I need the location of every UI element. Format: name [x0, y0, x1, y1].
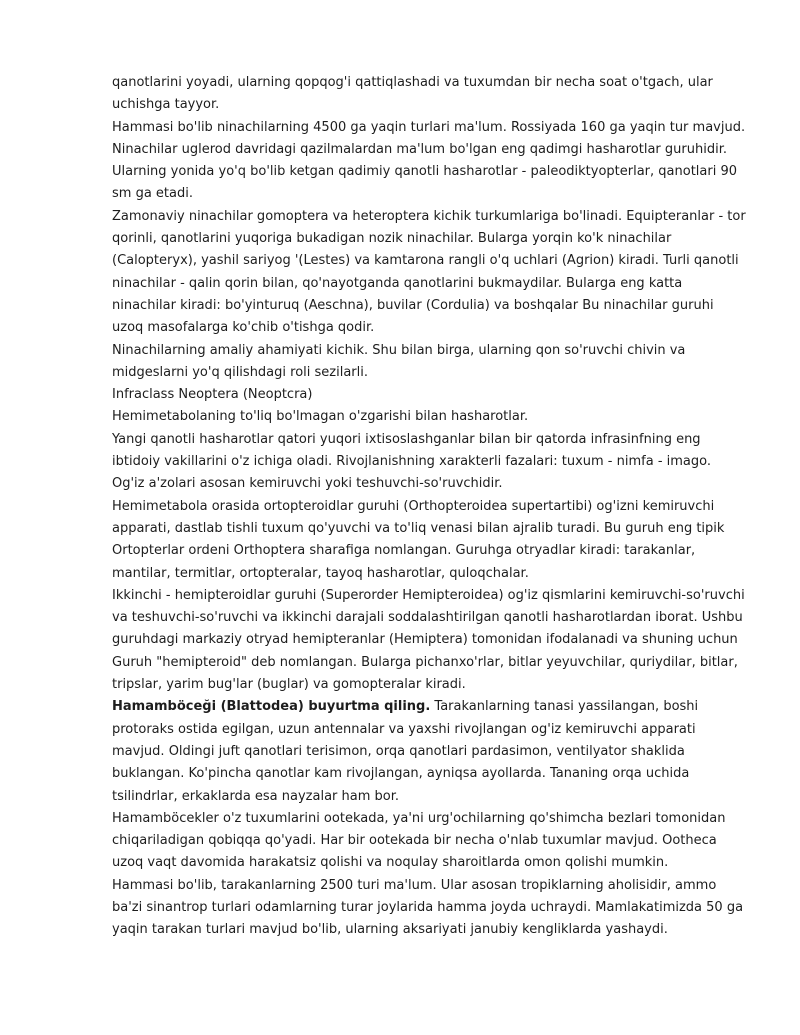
section-heading: Infraclass Neoptera (Neoptcra)	[112, 387, 313, 403]
paragraph: qanotlarini yoyadi, ularning qopqog'i qattiqlashadi va tuxumdan bir necha soat o'tgach, ular uchishga tayyor.	[112, 75, 713, 113]
order-heading: Hamamböceği (Blattodea) buyurtma qiling.	[112, 699, 431, 715]
paragraph: Hammasi bo'lib, tarakanlarning 2500 turi ma'lum. Ular asosan tropiklarning aholisidir, ammo ba'zi sinantrop turlari odamlarning turar joylarida hamma joyda uchraydi. Mamlakatimizda 50 ga yaqin tarakan turlari mavjud bo'lib, ularning aksariyati janubiy kengliklarda yashaydi.	[112, 877, 744, 938]
document-page	[112, 72, 746, 942]
paragraph: Ninachilarning amaliy ahamiyati kichik. Shu bilan birga, ularning qon so'ruvchi chivin va midgeslarni yo'q qilishdagi roli sezilarli.	[112, 342, 686, 380]
paragraph: Ularning yonida yo'q bo'lib ketgan qadimiy qanotli hasharotlar - paleodiktyopterlar, qanotlari 90 sm ga etadi.	[112, 164, 738, 202]
paragraph: Yangi qanotli hasharotlar qatori yuqori ixtisoslashganlar bilan bir qatorda infrasinfning eng ibtidoiy vakillarini o'z ichiga oladi. Rivojlanishning xarakterli fazalari: tuxum - nimfa - imago. Og'iz a'zolari asosan kemiruvchi yoki teshuvchi-so'ruvchidir.	[112, 431, 711, 492]
paragraph: Hammasi bo'lib ninachilarning 4500 ga yaqin turlari ma'lum. Rossiyada 160 ga yaqin tur mavjud.	[112, 119, 746, 135]
paragraph: Hamamböcekler o'z tuxumlarini ootekada, ya'ni urg'ochilarning qo'shimcha bezlari tomonidan chiqariladigan qobiqqa qo'yadi. Har bir ootekada bir necha o'nlab tuxumlar mavjud. Ootheca uzoq vaqt davomida harakatsiz qolishi va noqulay sharoitlarda omon qolishi mumkin.	[112, 810, 726, 871]
paragraph-text: Tarakanlarning tanasi yassilangan, boshi protoraks ostida egilgan, uzun antennalar va yaxshi rivojlangan og'iz kemiruvchi apparati mavjud. Oldingi juft qanotlari terisimon, orqa qanotlari pardasimon, ventilyator shaklida buklangan. Ko'pincha qanotlar kam rivojlangan, ayniqsa ayollarda. Tananing orqa uchida tsilindrlar, erkaklarda esa nayzalar ham bor.	[112, 699, 699, 804]
paragraph: Hemimetabolaning to'liq bo'lmagan o'zgarishi bilan hasharotlar.	[112, 409, 529, 425]
paragraph: Ikkinchi - hemipteroidlar guruhi (Superorder Hemipteroidea) og'iz qismlarini kemiruvchi-so'ruvchi va teshuvchi-so'ruvchi va ikkinchi darajali soddalashtirilgan qanotli hasharotlardan iborat. Ushbu guruhdagi markaziy otryad hemipteranlar (Hemiptera) tomonidan ifodalanadi va shuning uchun Guruh "hemipteroid" deb nomlangan. Bularga pichanxo'rlar, bitlar yeyuvchilar, quriydilar, bitlar, tripslar, yarim bug'lar (buglar) va gomopteralar kiradi.	[112, 587, 745, 693]
paragraph: Hemimetabola orasida ortopteroidlar guruhi (Orthopteroidea supertartibi) og'izni kemiruvchi apparati, dastlab tishli tuxum qo'yuvchi va to'liq venasi bilan ajralib turadi. Bu guruh eng tipik Ortopterlar ordeni Orthoptera sharafiga nomlangan. Guruhga otryadlar kiradi: tarakanlar, mantilar, termitlar, ortopteralar, tayoq hasharotlar, quloqchalar.	[112, 498, 725, 581]
paragraph: Ninachilar uglerod davridagi qazilmalardan ma'lum bo'lgan eng qadimgi hasharotlar guruhidir.	[112, 141, 727, 157]
paragraph: Zamonaviy ninachilar gomoptera va heteroptera kichik turkumlariga bo'linadi. Equipteranlar - tor qorinli, qanotlarini yuqoriga bukadigan nozik ninachilar. Bularga yorqin ko'k ninachilar (Calopteryx), yashil sariyog '(Lestes) va kamtarona rangli o'q uchlari (Agrion) kiradi. Turli qanotli ninachilar - qalin qorin bilan, qo'nayotganda qanotlarini bukmaydilar. Bularga eng katta ninachilar kiradi: bo'yinturuq (Aeschna), buvilar (Cordulia) va boshqalar Bu ninachilar guruhi uzoq masofalarga ko'chib o'tishga qodir.	[112, 208, 746, 336]
paragraph	[112, 696, 746, 807]
